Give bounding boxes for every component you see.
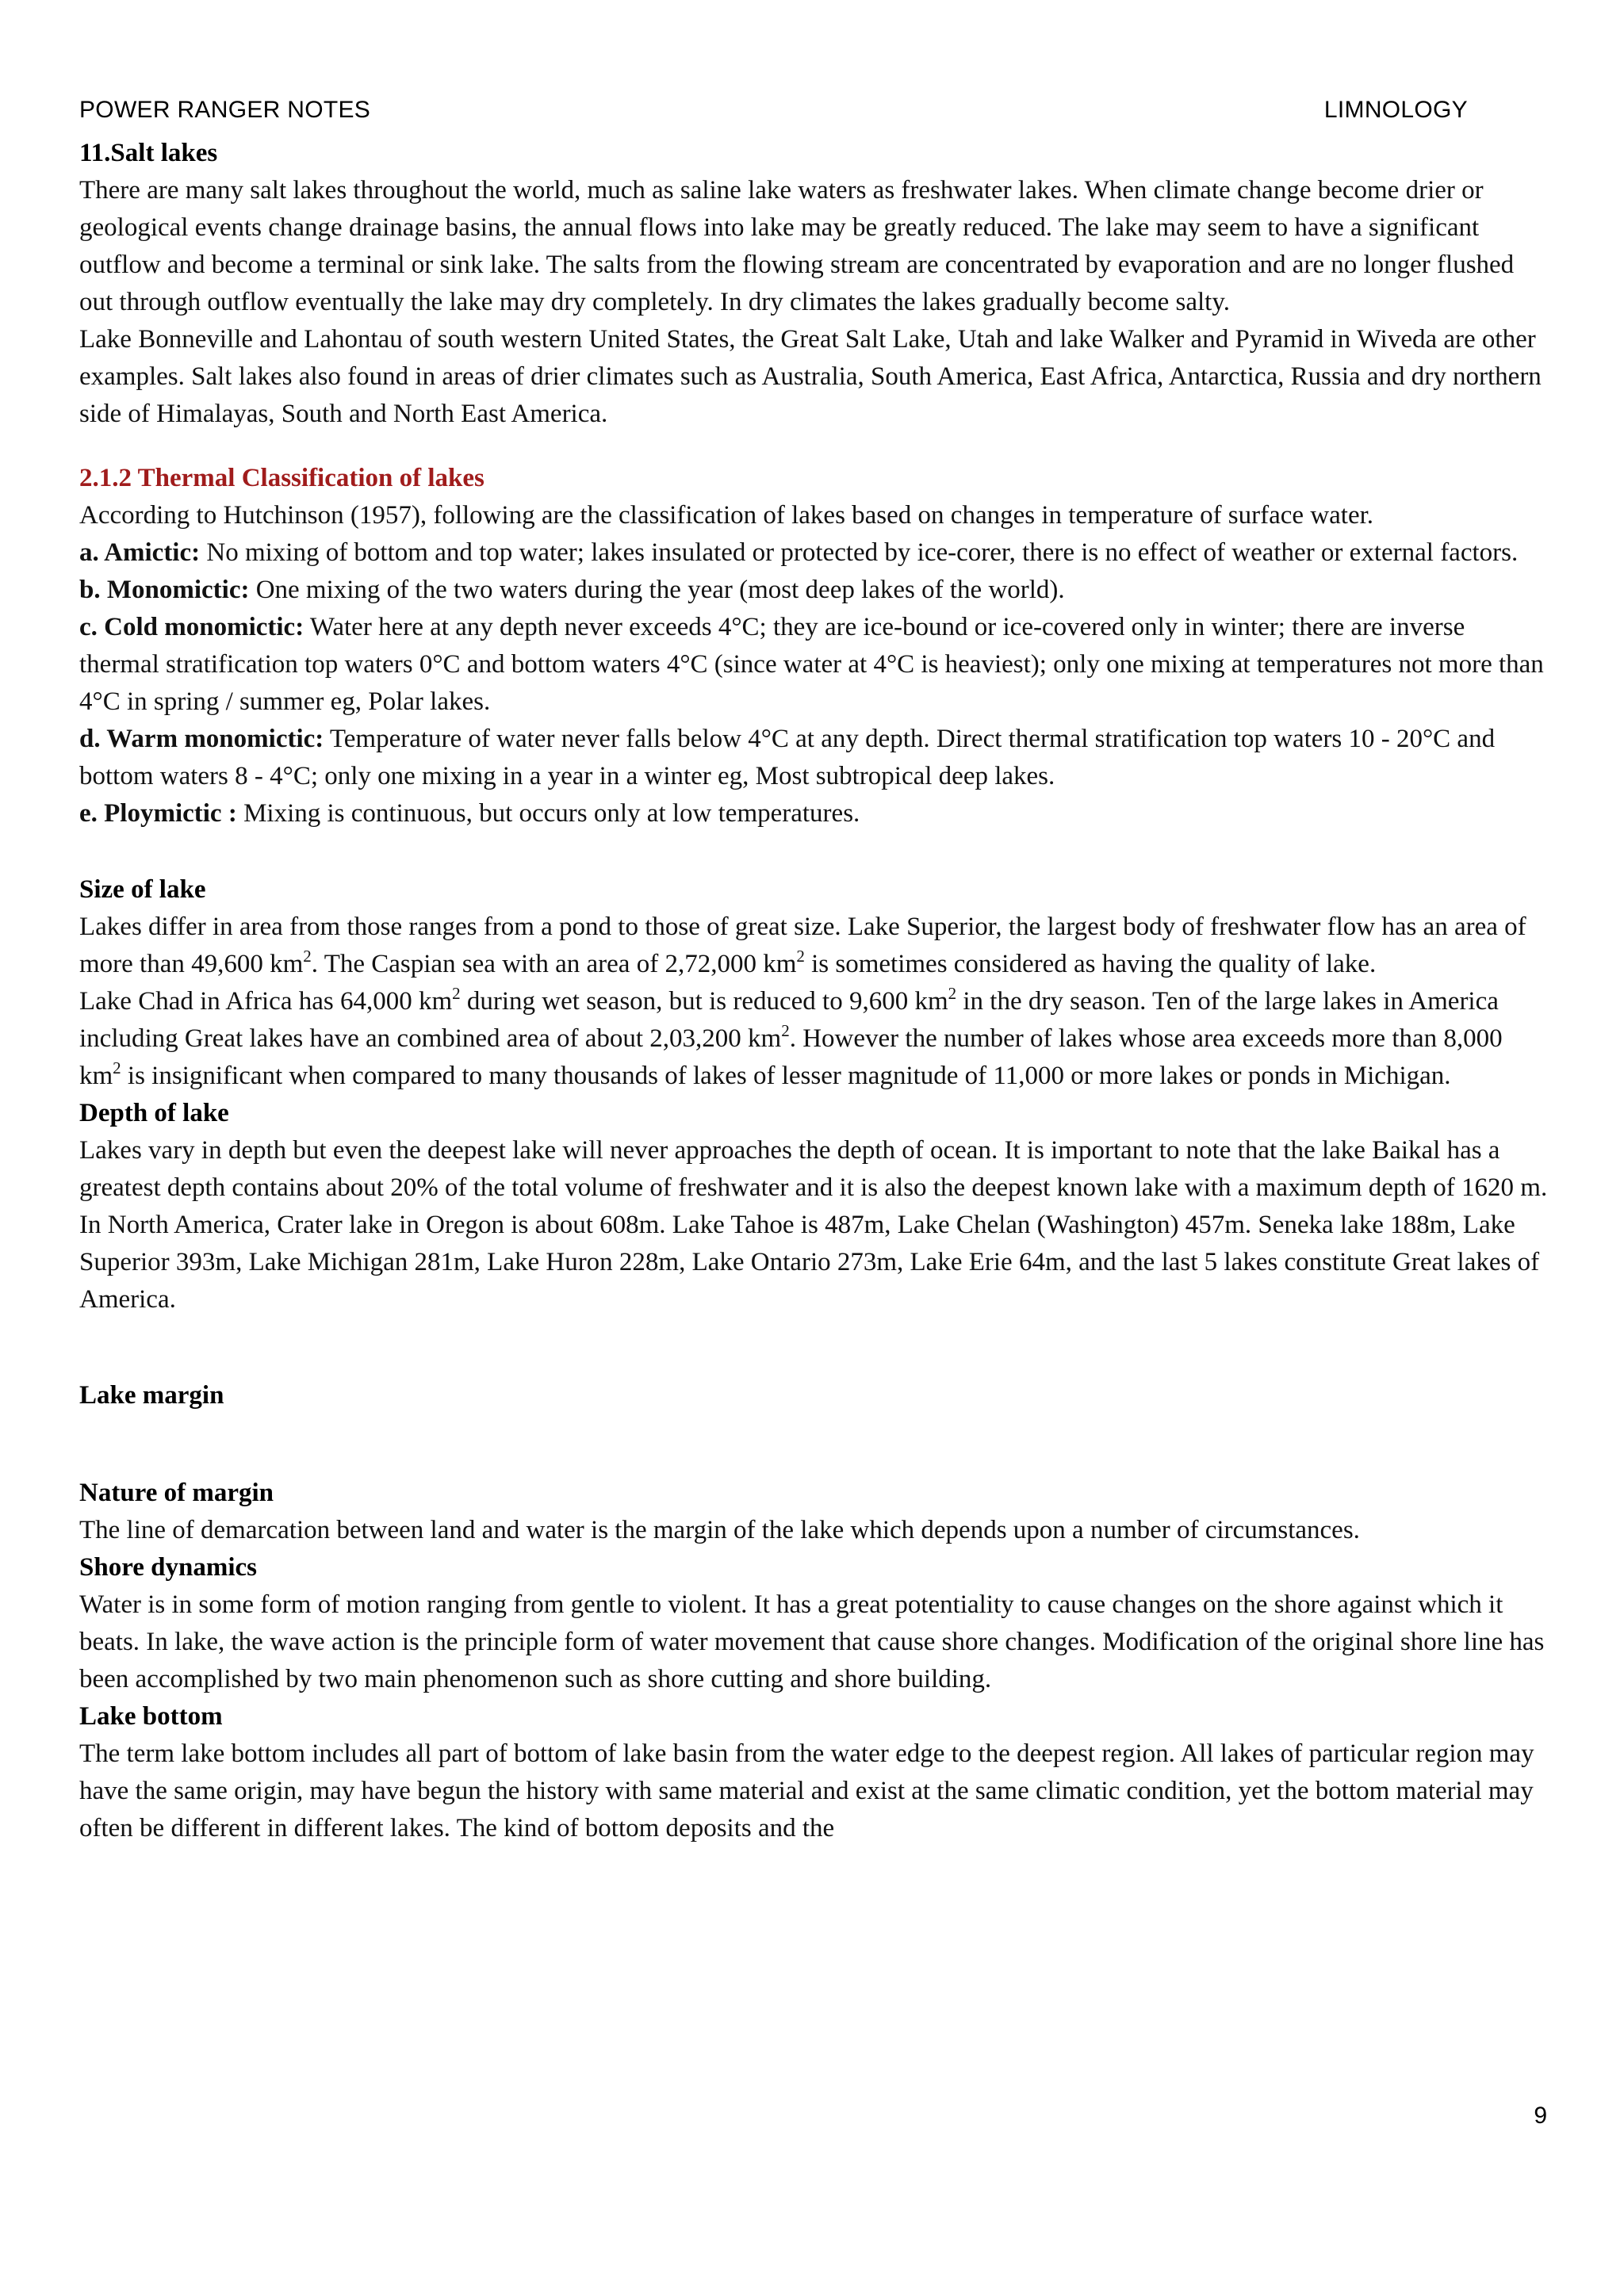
text-run: Lake Chad in Africa has 64,000 km: [79, 987, 453, 1016]
spacer: [79, 1414, 1550, 1475]
text-run: is sometimes considered as having the quality of lake.: [804, 950, 1377, 978]
text-run: . However the number of lakes whose area exceeds more than 8,000 km: [79, 1024, 1503, 1090]
section-heading-nature-of-margin: Nature of margin: [79, 1479, 274, 1507]
list-item: [79, 609, 1550, 721]
list-item-text: No mixing of bottom and top water; lakes insulated or protected by ice-corer, there is no effect of weather or external factors.: [200, 538, 1519, 567]
paragraph: There are many salt lakes throughout the world, much as saline lake waters as freshwater lakes. When climate change become drier or geological events change drainage basins, the annual flows into lake may be greatly reduced. The lake may seem to have a significant outflow and become a terminal or sink lake. The salts from the flowing stream are concentrated by evaporation and are no longer flushed out through outflow eventually the lake may dry completely. In dry climates the lakes gradually become salty.: [79, 176, 1515, 316]
superscript: 2: [796, 947, 805, 966]
section-heading-shore-dynamics: Shore dynamics: [79, 1553, 258, 1582]
superscript: 2: [303, 947, 312, 966]
list-item: [79, 795, 1550, 832]
list-item: [79, 572, 1550, 609]
list-item-label: c. Cold monomictic:: [79, 613, 304, 641]
paragraph: Water is in some form of motion ranging from gentle to violent. It has a great potentiality to cause changes on the shore against which it beats. In lake, the wave action is the principle form of water movement that cause shore changes. Modification of the original shore line has been accomplished by two main phenomenon such as shore cutting and shore building.: [79, 1590, 1545, 1693]
list-item-label: a. Amictic:: [79, 538, 201, 567]
section-heading-thermal: 2.1.2 Thermal Classification of lakes: [79, 464, 485, 492]
superscript: 2: [113, 1058, 121, 1077]
section-heading-salt-lakes: 11.Salt lakes: [79, 139, 218, 167]
list-item-text: Temperature of water never falls below 4°C at any depth. Direct thermal stratification top waters 10 - 20°C and bottom waters 8 - 4°C; only one mixing in a year in a winter eg, Most subtropical deep lakes.: [79, 725, 1496, 790]
paragraph: The term lake bottom includes all part of bottom of lake basin from the water edge to the deepest region. All lakes of particular region may have the same origin, may have begun the history with same material and exist at the same climatic condition, yet the bottom material may often be different in different lakes. The kind of bottom deposits and the: [79, 1739, 1534, 1843]
paragraph: [79, 909, 1550, 983]
page-content: [79, 135, 1550, 1847]
superscript: 2: [452, 984, 461, 1003]
list-item-label: b. Monomictic:: [79, 576, 250, 604]
paragraph: According to Hutchinson (1957), following are the classification of lakes based on changes in temperature of surface water.: [79, 501, 1374, 530]
text-run: during wet season, but is reduced to 9,600 km: [460, 987, 948, 1016]
list-item-label: e. Ploymictic :: [79, 799, 237, 828]
header-left-title: POWER RANGER NOTES: [79, 97, 371, 123]
spacer: [79, 433, 1550, 460]
superscript: 2: [948, 984, 957, 1003]
list-item-label: d. Warm monomictic:: [79, 725, 324, 753]
section-heading-lake-margin: Lake margin: [79, 1381, 224, 1410]
paragraph: Lake Bonneville and Lahontau of south western United States, the Great Salt Lake, Utah and lake Walker and Pyramid in Wiveda are other examples. Salt lakes also found in areas of drier climates such as Australia, South America, East Africa, Antarctica, Russia and dry northern side of Himalayas, South and North East America.: [79, 325, 1542, 428]
paragraph: Lakes vary in depth but even the deepest lake will never approaches the depth of ocean. It is important to note that the lake Baikal has a greatest depth contains about 20% of the total volume of freshwater and it is also the deepest known lake with a maximum depth of 1620 m. In North America, Crater lake in Oregon is about 608m. Lake Tahoe is 487m, Lake Chelan (Washington) 457m. Seneka lake 188m, Lake Superior 393m, Lake Michigan 281m, Lake Huron 228m, Lake Ontario 273m, Lake Erie 64m, and the last 5 lakes constitute Great lakes of America.: [79, 1136, 1548, 1314]
list-item-text: Water here at any depth never exceeds 4°C; they are ice-bound or ice-covered only in winter; there are inverse thermal stratification top waters 0°C and bottom waters 4°C (since water at 4°C is heaviest); only one mixing at temperatures not more than 4°C in spring / summer eg, Polar lakes.: [79, 613, 1544, 716]
paragraph: [79, 983, 1550, 1095]
text-run: . The Caspian sea with an area of 2,72,000 km: [311, 950, 797, 978]
text-run: is insignificant when compared to many thousands of lakes of lesser magnitude of 11,000 or more lakes or ponds in Michigan.: [121, 1062, 1451, 1090]
list-item: [79, 534, 1550, 572]
superscript: 2: [781, 1021, 790, 1040]
section-heading-depth: Depth of lake: [79, 1099, 229, 1127]
header-right-title: LIMNOLOGY: [1323, 97, 1468, 123]
list-item-text: Mixing is continuous, but occurs only at low temperatures.: [236, 799, 860, 828]
section-heading-size: Size of lake: [79, 875, 206, 904]
page-number: 9: [1534, 2103, 1547, 2129]
list-item: [79, 721, 1550, 795]
spacer: [79, 832, 1550, 871]
text-run: in the dry season. Ten of the large lakes in America including Great lakes have an combined area of about 2,03,200 km: [79, 987, 1499, 1053]
spacer: [79, 1318, 1550, 1377]
section-heading-lake-bottom: Lake bottom: [79, 1702, 223, 1731]
list-item-text: One mixing of the two waters during the year (most deep lakes of the world).: [249, 576, 1065, 604]
paragraph: The line of demarcation between land and water is the margin of the lake which depends upon a number of circumstances.: [79, 1516, 1360, 1544]
text-run: Lakes differ in area from those ranges from a pond to those of great size. Lake Superior, the largest body of freshwater flow has an area of more than 49,600 km: [79, 913, 1526, 978]
